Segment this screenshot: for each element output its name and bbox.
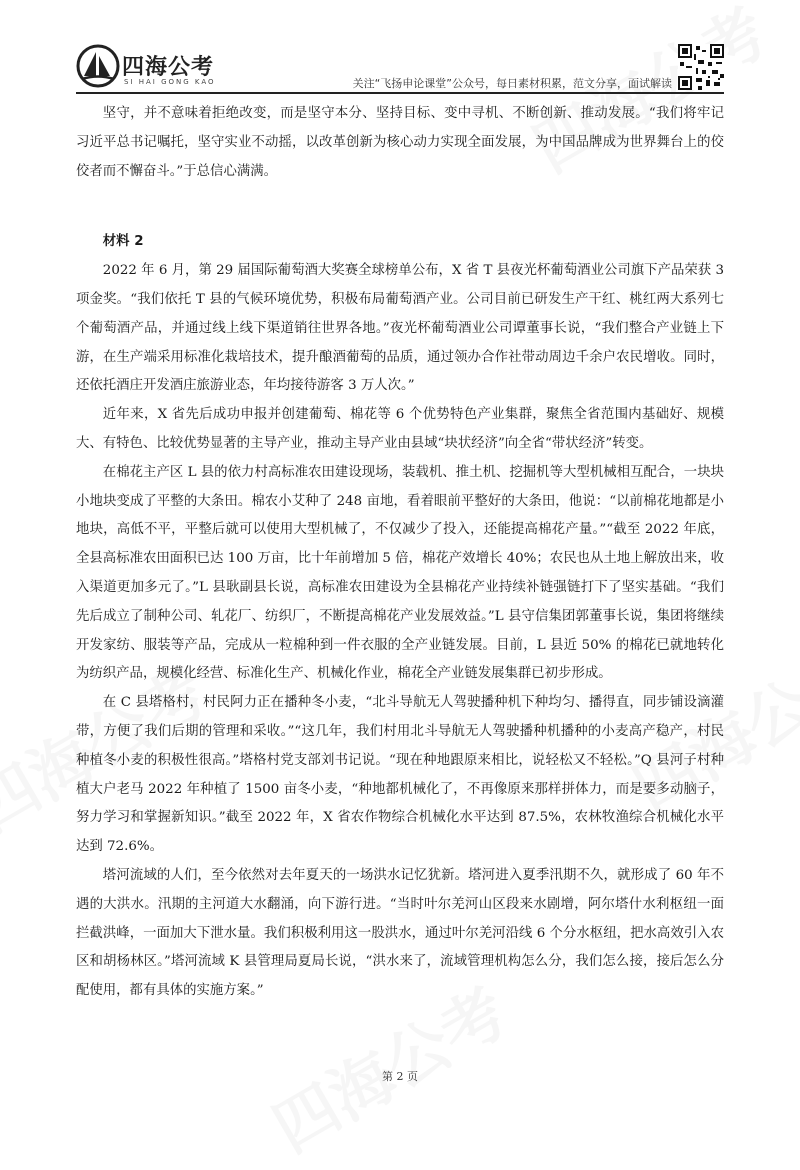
qr-code-icon — [678, 44, 724, 90]
page-number: 第 2 页 — [382, 1070, 418, 1083]
page-header — [0, 0, 800, 100]
header-divider — [76, 92, 724, 94]
logo-subtitle: SI HAI GONG KAO — [124, 78, 216, 86]
paragraph: 在棉花主产区 L 县的依力村高标准农田建设现场，装载机、推土机、挖掘机等大型机械相互配合，一块块小地块变成了平整的大条田。棉农小艾种了 248 亩地，看着眼前平整好的大条田，他说：“以前棉花地都是小地块，高低不平，平整后就可以使用大型机械了，不仅减少了投入，还能提高棉花产量。”“截至 2022 年底，全县高标准农田面积已达 100 万亩，比十年前增加 5 倍，棉花产效增长 40%；农民也从土地上解放出来，收入渠道更加多元了。”L 县耿副县长说，高标准农田建设为全县棉花产业持续补链强链打下了坚实基础。“我们先后成立了制种公司、轧花厂、纺织厂，不断提高棉花产业发展效益。”L 县守信集团郭董事长说，集团将继续开发家纺、服装等产品，完成从一粒棉种到一件衣服的全产业链发展。目前，L 县近 50% 的棉花已就地转化为纺织产品，规模化经营、标准化生产、机械化作业，棉花全产业链发展集群已初步形成。 — [76, 464, 724, 682]
document-body — [76, 100, 724, 1006]
paragraph: 近年来，X 省先后成功申报并创建葡萄、棉花等 6 个优势特色产业集群，聚焦全省范围内基础好、规模大、有特色、比较优势显著的主导产业，推动主导产业由县域“块状经济”向全省“带状经济”转变。 — [76, 407, 724, 451]
paragraph: 塔河流域的人们，至今依然对去年夏天的一场洪水记忆犹新。塔河进入夏季汛期不久，就形成了 60 年不遇的大洪水。汛期的主河道大水翻涌，向下游行进。“当时叶尔羌河山区段来水剧增，阿尔塔什水利枢纽一面拦截洪峰，一面加大下泄水量。我们积极利用这一股洪水，通过叶尔羌河沿线 6 个分水枢纽，把水高效引入农区和胡杨林区。”塔河流域 K 县管理局夏局长说，“洪水来了，流域管理机构怎么分，我们怎么接，接后怎么分配使用，都有具体的实施方案。” — [76, 867, 724, 999]
header-slogan: 关注“飞扬申论课堂”公众号，每日素材积累，范文分享，面试解读 — [352, 77, 672, 90]
paragraph: 2022 年 6 月，第 29 届国际葡萄酒大奖赛全球榜单公布，X 省 T 县夜光杯葡萄酒业公司旗下产品荣获 3 项金奖。“我们依托 T 县的气候环境优势，积极布局葡萄酒产业。公司目前已研发生产干红、桃红两大系列七个葡萄酒产品，并通过线上线下渠道销往世界各地。”夜光杯葡萄酒业公司谭董事长说，“我们整合产业链上下游，在生产端采用标准化栽培技术，提升酿酒葡萄的品质，通过领办合作社带动周边千余户农民增收。同时，还依托酒庄开发酒庄旅游业态，年均接待游客 3 万人次。” — [76, 263, 724, 394]
section-title: 材料 2 — [102, 234, 144, 250]
paragraph: 坚守，并不意味着拒绝改变，而是坚守本分、坚持目标、变中寻机、不断创新、推动发展。“我们将牢记习近平总书记嘱托，坚守实业不动摇，以改革创新为核心动力实现全面发展，为中国品牌成为世界舞台上的佼佼者而不懈奋斗。”于总信心满满。 — [76, 106, 724, 179]
sailboat-logo-icon — [76, 44, 120, 88]
logo-name: 四海公考 — [122, 55, 215, 80]
paragraph: 在 C 县塔格村，村民阿力正在播种冬小麦，“北斗导航无人驾驶播种机下种均匀、播得直，同步铺设滴灌带，方便了我们后期的管理和采收。”“这几年，我们村用北斗导航无人驾驶播种机播种的小麦高产稳产，村民种植冬小麦的积极性很高。”塔格村党支部刘书记说。“现在种地跟原来相比，说轻松又不轻松。”Q 县河子村种植大户老马 2022 年种植了 1500 亩冬小麦，“种地都机械化了，不再像原来那样拼体力，而是要多动脑子，努力学习和掌握新知识。”截至 2022 年，X 省农作物综合机械化水平达到 87.5%，农林牧渔综合机械化水平达到 72.6%。 — [76, 695, 724, 855]
